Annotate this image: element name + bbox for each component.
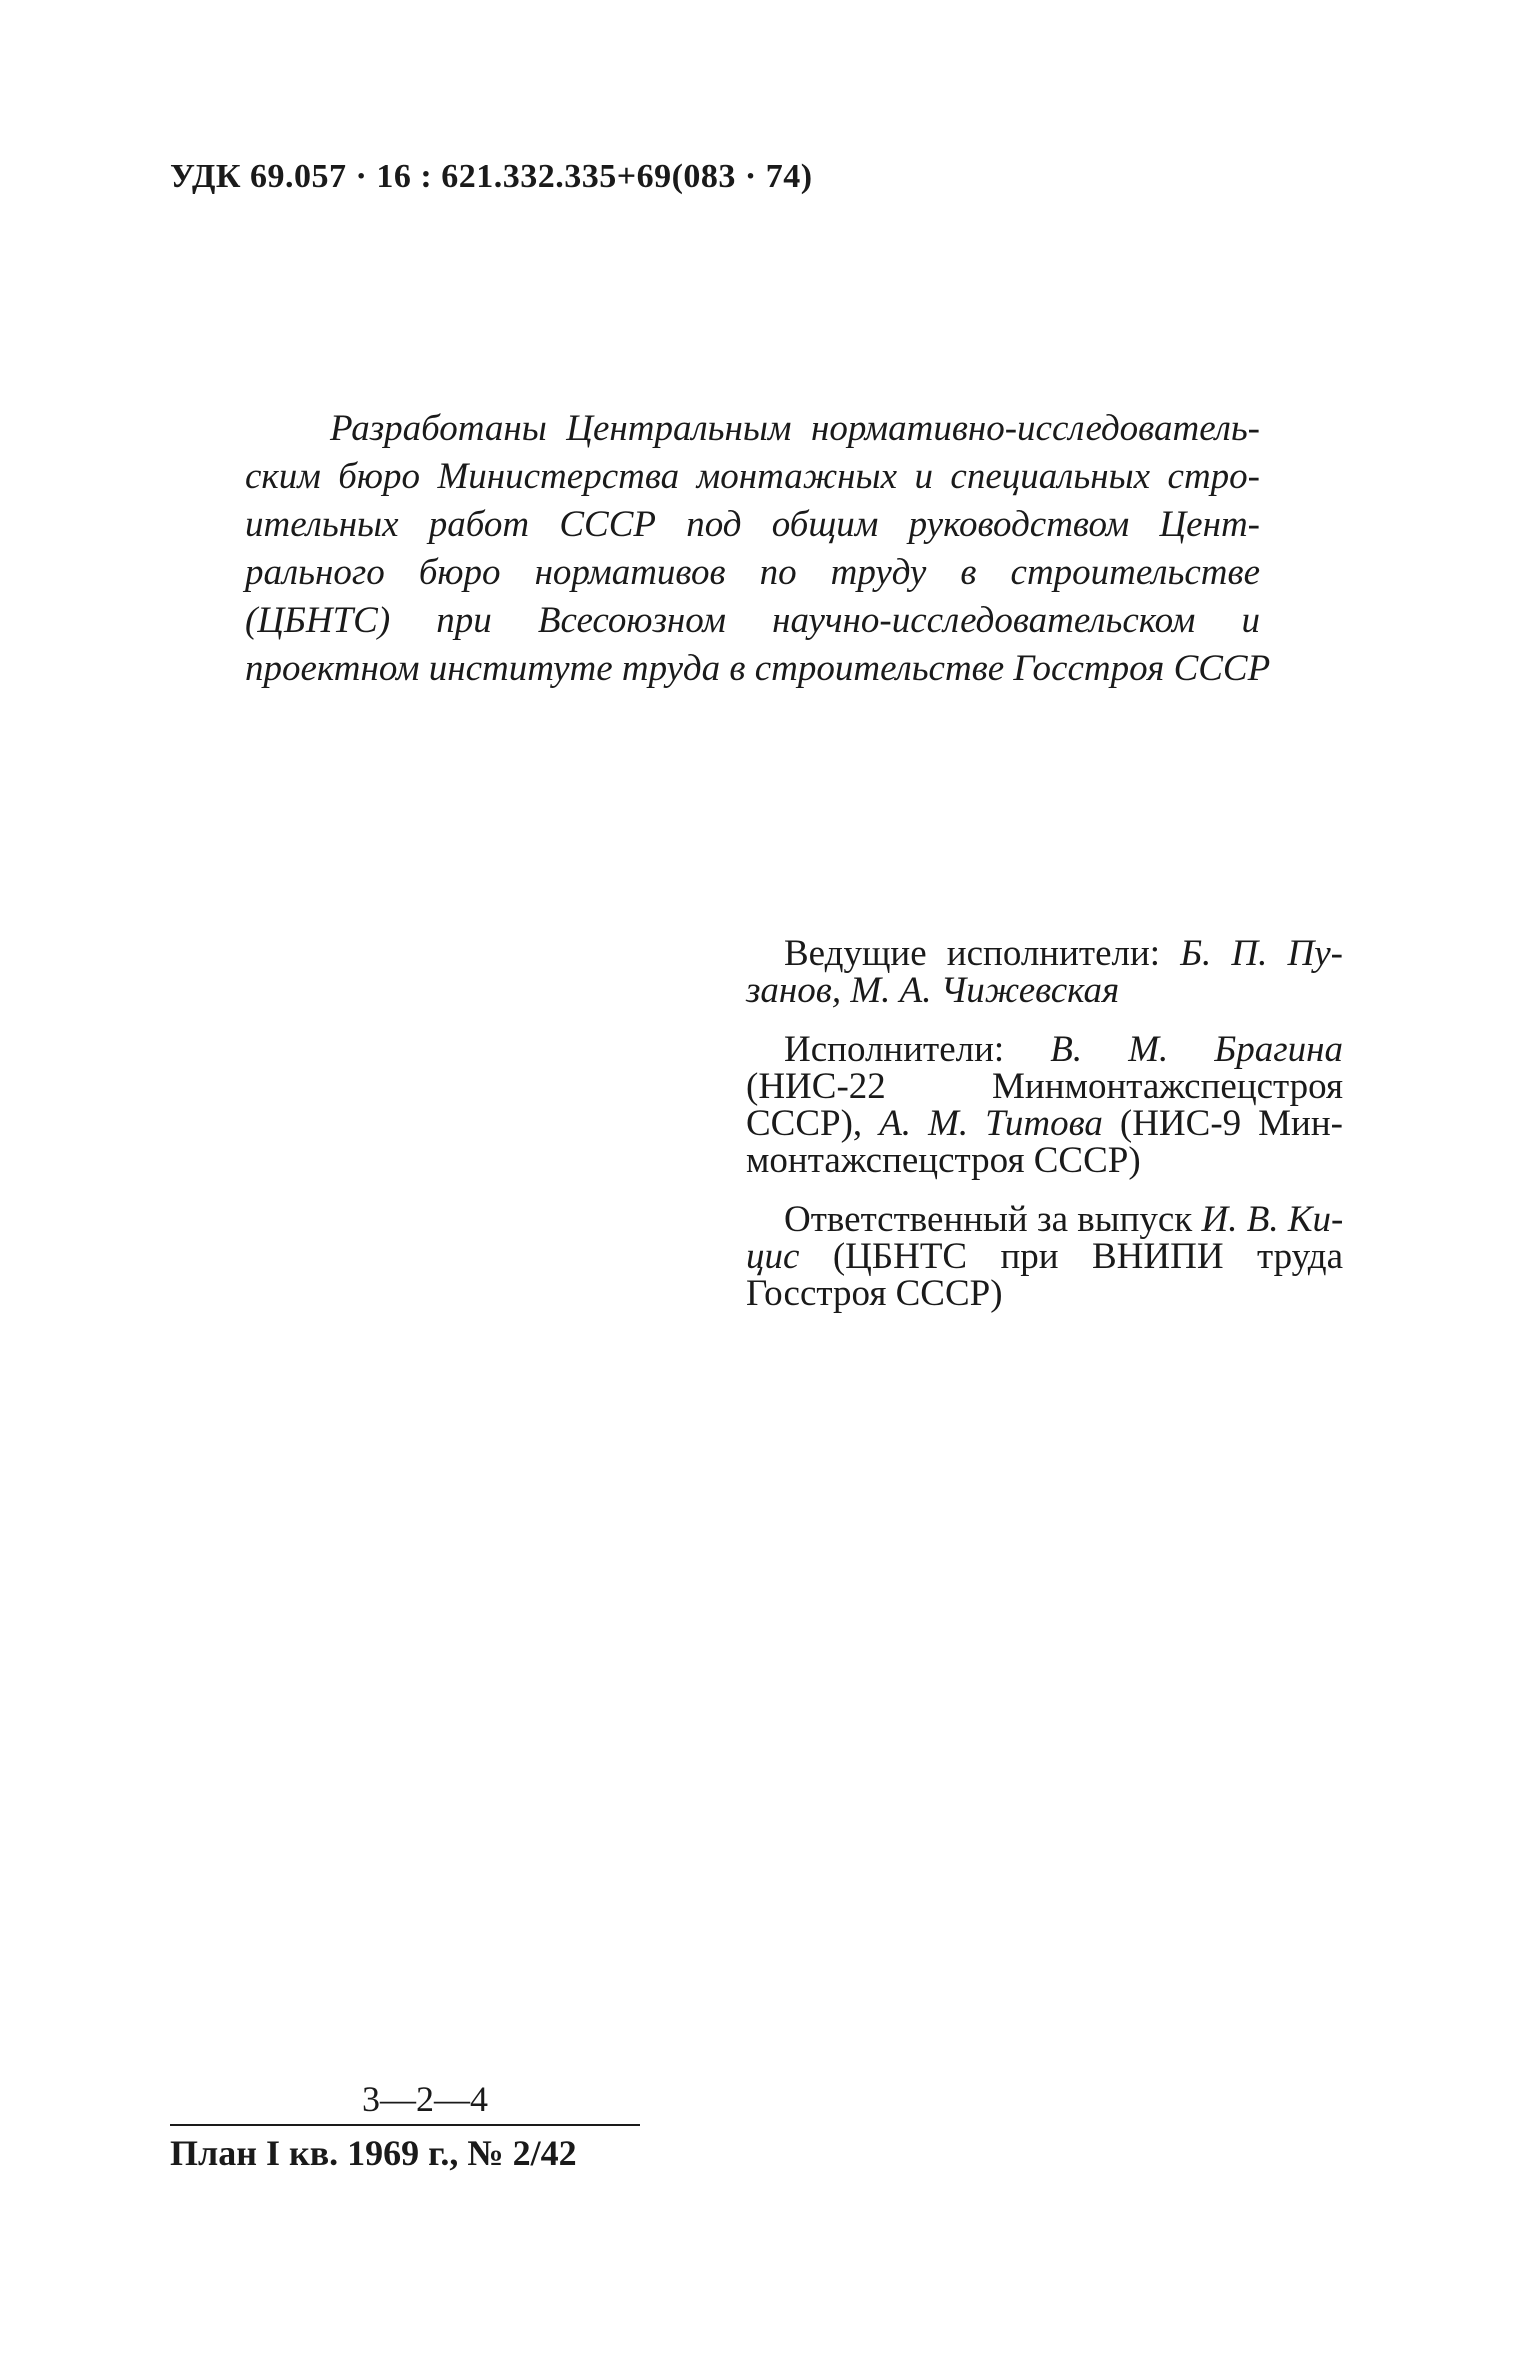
- responsible-name: цис: [746, 1236, 800, 1277]
- footer-rule: [170, 2124, 640, 2126]
- developers-line: проектном институте труда в строительстве Госстроя СССР: [245, 648, 1271, 689]
- responsible-line: [708, 1238, 1343, 1275]
- developers-line: ским бюро Министерства монтажных и специальных стро-: [245, 456, 1260, 497]
- performers-label: Исполнители:: [784, 1029, 1051, 1070]
- lead-performers-label: Ведущие исполнители:: [784, 933, 1181, 974]
- performer-name: В. М. Брагина: [1050, 1029, 1343, 1070]
- developers-line: (ЦБНТС) при Всесоюзном научно-исследовательском и: [245, 600, 1260, 641]
- performers-text: (НИС-9 Мин-: [1102, 1103, 1343, 1144]
- responsible-line: Госстроя СССР): [746, 1273, 1003, 1314]
- performers-line: [708, 1105, 1343, 1142]
- lead-performers-line: [708, 935, 1343, 972]
- credits-block: [708, 935, 1343, 1334]
- publication-footer: [170, 2078, 640, 2174]
- publication-plan: План I кв. 1969 г., № 2/42: [170, 2133, 577, 2173]
- developers-line: рального бюро нормативов по труду в строительстве: [245, 552, 1260, 593]
- responsible-line: [708, 1201, 1343, 1238]
- lead-performers-name: Б. П. Пу-: [1180, 933, 1343, 974]
- performers-line: [708, 1031, 1343, 1068]
- udk-code: УДК 69.057 · 16 : 621.332.335+69(083 · 74): [170, 158, 813, 195]
- performers-line: монтажспецстроя СССР): [746, 1140, 1141, 1181]
- responsible-name: И. В. Ки-: [1201, 1199, 1344, 1240]
- performer-name: А. М. Титова: [879, 1103, 1103, 1144]
- performers-line: (НИС-22 Минмонтажспецстроя: [746, 1066, 1343, 1107]
- responsible-text: (ЦБНТС при ВНИПИ труда: [799, 1236, 1343, 1277]
- lead-performers-names: занов, М. А. Чижевская: [746, 970, 1120, 1011]
- lead-performers: [708, 935, 1343, 1009]
- performers-text: СССР),: [746, 1103, 880, 1144]
- catalog-code: 3—2—4: [362, 2079, 488, 2119]
- developers-paragraph: [245, 405, 1271, 693]
- responsible-editor: [708, 1201, 1343, 1312]
- developers-line: Разработаны Центральным нормативно-исследователь-: [330, 408, 1260, 449]
- developers-line: ительных работ СССР под общим руководством Цент-: [245, 504, 1260, 545]
- responsible-label: Ответственный за выпуск: [784, 1199, 1202, 1240]
- performers: [708, 1031, 1343, 1179]
